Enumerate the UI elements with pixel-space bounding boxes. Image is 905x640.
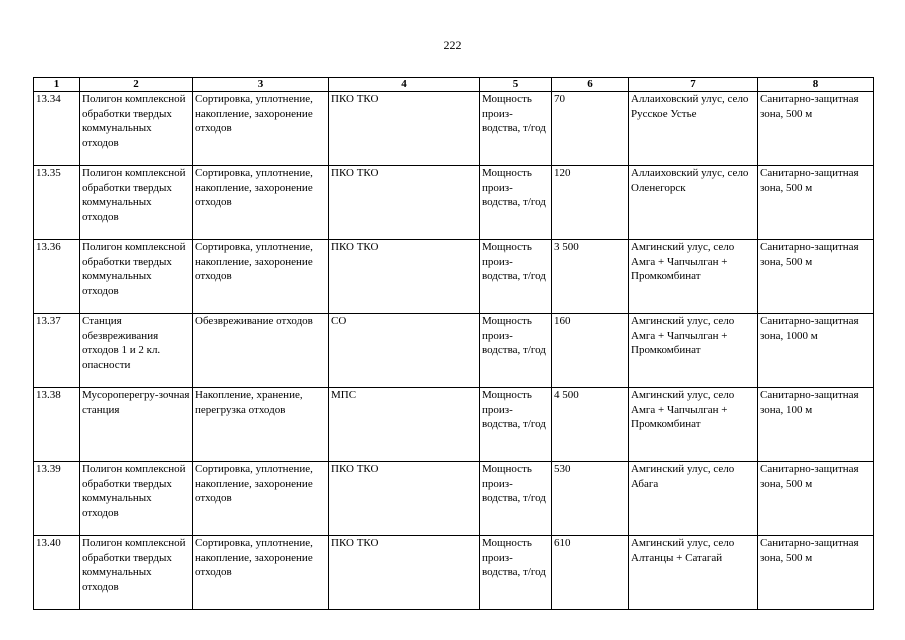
zone-info: Санитарно-защитная зона, 500 м [758, 536, 874, 610]
column-header: 6 [552, 78, 629, 92]
page-number: 222 [443, 38, 462, 52]
facility-type: ПКО ТКО [329, 536, 480, 610]
facility-activity: Обезвреживание отходов [193, 314, 329, 388]
column-header: 2 [80, 78, 193, 92]
facility-name: Мусороперегру-зочная станция [80, 388, 193, 462]
table-row [34, 462, 874, 536]
parameter-name: Мощность произ-водства, т/год [480, 388, 552, 462]
facility-type: ПКО ТКО [329, 166, 480, 240]
parameter-name: Мощность произ-водства, т/год [480, 240, 552, 314]
parameter-name: Мощность произ-водства, т/год [480, 314, 552, 388]
parameter-value: 70 [552, 92, 629, 166]
facility-name: Полигон комплексной обработки твердых коммунальных отходов [80, 240, 193, 314]
facility-location: Амгинский улус, село Амга + Чапчылган + Промкомбинат [629, 388, 758, 462]
parameter-name: Мощность произ-водства, т/год [480, 462, 552, 536]
row-number: 13.39 [34, 462, 80, 536]
column-header: 7 [629, 78, 758, 92]
facility-type: МПС [329, 388, 480, 462]
facility-activity: Сортировка, уплотнение, накопление, захоронение отходов [193, 536, 329, 610]
column-header: 5 [480, 78, 552, 92]
table-row [34, 314, 874, 388]
parameter-value: 160 [552, 314, 629, 388]
facility-name: Полигон комплексной обработки твердых коммунальных отходов [80, 536, 193, 610]
table-row [34, 388, 874, 462]
row-number: 13.34 [34, 92, 80, 166]
facility-activity: Сортировка, уплотнение, накопление, захоронение отходов [193, 240, 329, 314]
facility-type: ПКО ТКО [329, 92, 480, 166]
facilities-table [33, 77, 874, 610]
column-header: 3 [193, 78, 329, 92]
parameter-name: Мощность произ-водства, т/год [480, 536, 552, 610]
facility-activity: Сортировка, уплотнение, накопление, захоронение отходов [193, 92, 329, 166]
facility-name: Полигон комплексной обработки твердых коммунальных отходов [80, 166, 193, 240]
facility-type: ПКО ТКО [329, 240, 480, 314]
facility-location: Амгинский улус, село Алтанцы + Сатагай [629, 536, 758, 610]
facility-activity: Накопление, хранение, перегрузка отходов [193, 388, 329, 462]
facility-location: Амгинский улус, село Амга + Чапчылган + Промкомбинат [629, 314, 758, 388]
facility-name: Станция обезвреживания отходов 1 и 2 кл. опасности [80, 314, 193, 388]
parameter-name: Мощность произ-водства, т/год [480, 92, 552, 166]
facility-type: СО [329, 314, 480, 388]
column-header: 8 [758, 78, 874, 92]
parameter-value: 120 [552, 166, 629, 240]
parameter-value: 3 500 [552, 240, 629, 314]
parameter-name: Мощность произ-водства, т/год [480, 166, 552, 240]
facility-name: Полигон комплексной обработки твердых коммунальных отходов [80, 462, 193, 536]
facility-name: Полигон комплексной обработки твердых коммунальных отходов [80, 92, 193, 166]
facility-location: Амгинский улус, село Абага [629, 462, 758, 536]
row-number: 13.35 [34, 166, 80, 240]
facility-activity: Сортировка, уплотнение, накопление, захоронение отходов [193, 166, 329, 240]
facility-type: ПКО ТКО [329, 462, 480, 536]
table-row [34, 166, 874, 240]
parameter-value: 4 500 [552, 388, 629, 462]
table-row [34, 536, 874, 610]
facility-location: Аллаиховский улус, село Русское Устье [629, 92, 758, 166]
row-number: 13.40 [34, 536, 80, 610]
row-number: 13.36 [34, 240, 80, 314]
zone-info: Санитарно-защитная зона, 100 м [758, 388, 874, 462]
facility-location: Аллаиховский улус, село Оленегорск [629, 166, 758, 240]
facility-activity: Сортировка, уплотнение, накопление, захоронение отходов [193, 462, 329, 536]
table-row [34, 240, 874, 314]
table-header-row [34, 78, 874, 92]
zone-info: Санитарно-защитная зона, 500 м [758, 240, 874, 314]
parameter-value: 530 [552, 462, 629, 536]
zone-info: Санитарно-защитная зона, 500 м [758, 166, 874, 240]
parameter-value: 610 [552, 536, 629, 610]
column-header: 1 [34, 78, 80, 92]
zone-info: Санитарно-защитная зона, 500 м [758, 92, 874, 166]
row-number: 13.38 [34, 388, 80, 462]
facility-location: Амгинский улус, село Амга + Чапчылган + Промкомбинат [629, 240, 758, 314]
row-number: 13.37 [34, 314, 80, 388]
zone-info: Санитарно-защитная зона, 1000 м [758, 314, 874, 388]
table-row [34, 92, 874, 166]
zone-info: Санитарно-защитная зона, 500 м [758, 462, 874, 536]
column-header: 4 [329, 78, 480, 92]
